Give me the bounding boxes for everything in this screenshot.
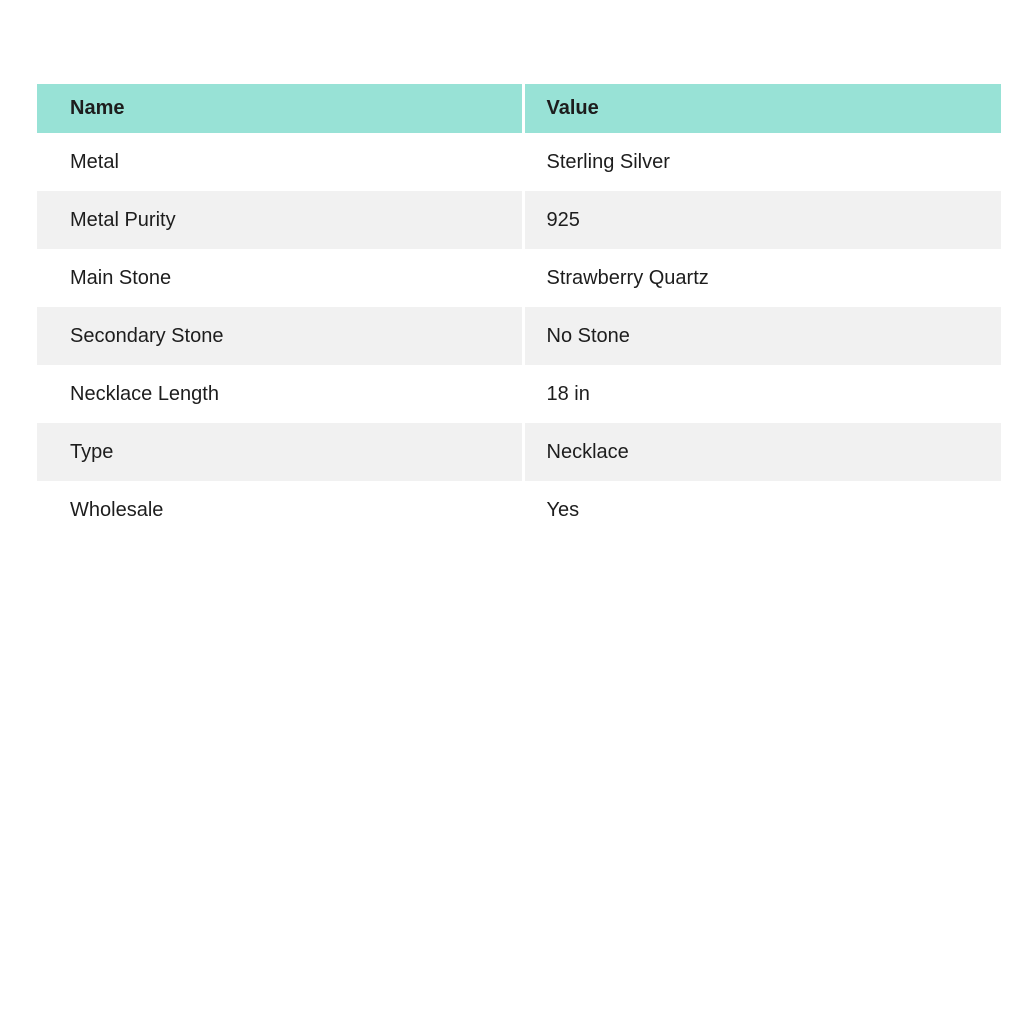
table-row — [37, 191, 1001, 249]
row-name-cell: Wholesale — [37, 481, 523, 539]
table-header-row — [37, 84, 1001, 133]
table-header — [37, 84, 1001, 133]
table-row — [37, 133, 1001, 191]
row-name-cell: Secondary Stone — [37, 307, 523, 365]
row-name-cell: Main Stone — [37, 249, 523, 307]
table-body — [37, 133, 1001, 539]
row-value-cell: 925 — [523, 191, 1001, 249]
row-value-cell: 18 in — [523, 365, 1001, 423]
row-value-cell: Yes — [523, 481, 1001, 539]
table-row — [37, 249, 1001, 307]
row-value-cell: Necklace — [523, 423, 1001, 481]
row-name-cell: Metal — [37, 133, 523, 191]
table-row — [37, 481, 1001, 539]
row-value-cell: Sterling Silver — [523, 133, 1001, 191]
row-name-cell: Necklace Length — [37, 365, 523, 423]
row-name-cell: Type — [37, 423, 523, 481]
attributes-table — [37, 84, 1001, 539]
row-name-cell: Metal Purity — [37, 191, 523, 249]
table-row — [37, 423, 1001, 481]
column-header-value: Value — [523, 84, 1001, 133]
table-row — [37, 365, 1001, 423]
column-header-name: Name — [37, 84, 523, 133]
table-row — [37, 307, 1001, 365]
row-value-cell: Strawberry Quartz — [523, 249, 1001, 307]
row-value-cell: No Stone — [523, 307, 1001, 365]
